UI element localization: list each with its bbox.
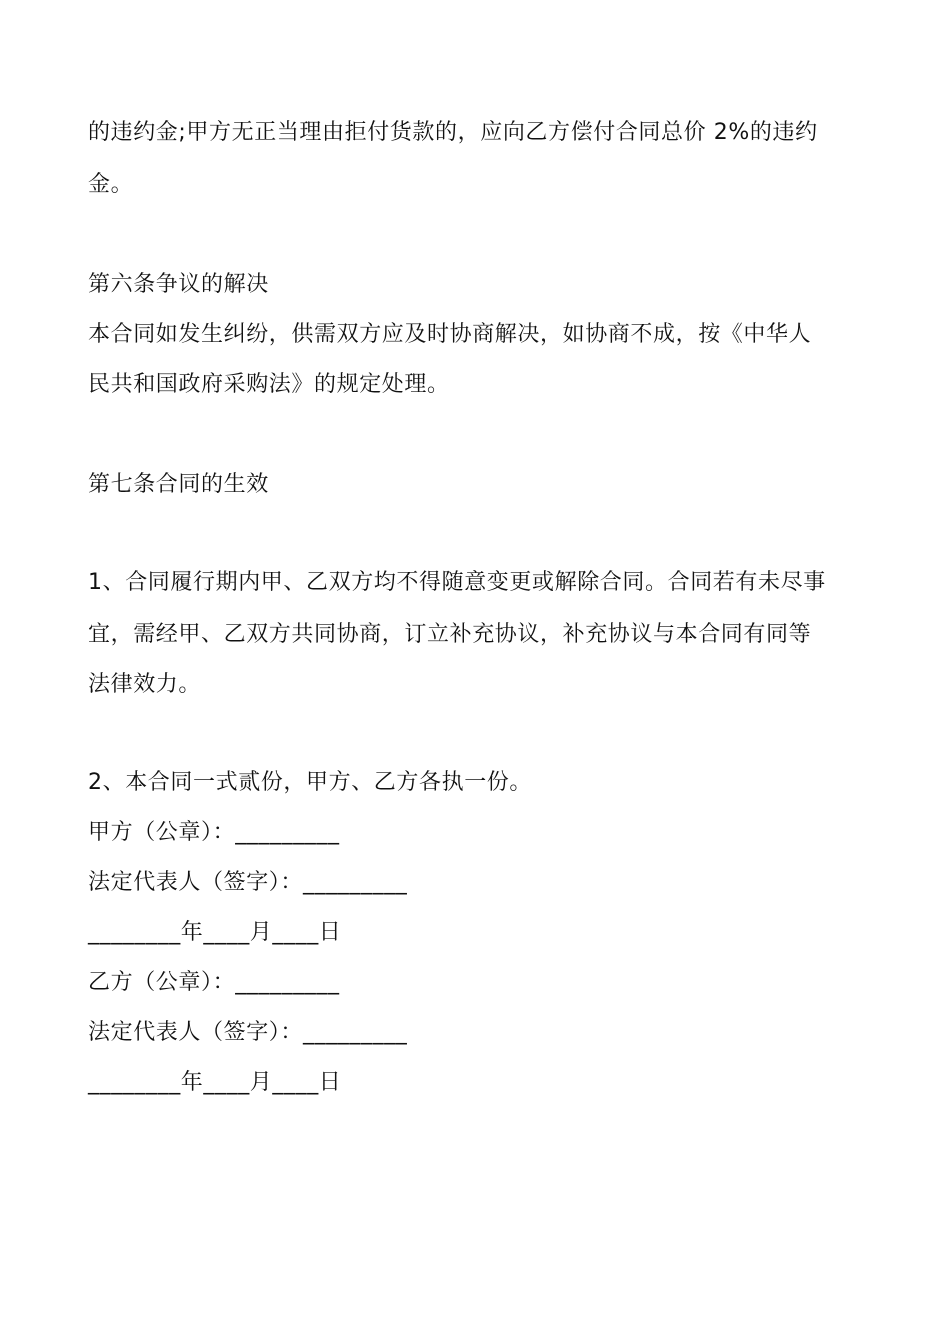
- party-b-date-line: ________年____月____日: [88, 1070, 342, 1095]
- article6-body-line-2: 民共和国政府采购法》的规定处理。: [88, 372, 450, 397]
- article6-body-line-1: 本合同如发生纠纷，供需双方应及时协商解决，如协商不成，按《中华人: [88, 322, 812, 347]
- article6-heading: 第六条争议的解决: [88, 272, 269, 297]
- party-a-date-line: ________年____月____日: [88, 920, 342, 945]
- party-a-seal-line: 甲方（公章）：_________: [88, 820, 340, 845]
- article7-clause2: 2、本合同一式贰份，甲方、乙方各执一份。: [88, 770, 532, 795]
- penalty-line-2: 金。: [88, 172, 134, 197]
- party-a-representative-line: 法定代表人（签字）：_________: [88, 870, 408, 895]
- penalty-line-1: 的违约金;甲方无正当理由拒付货款的，应向乙方偿付合同总价 2%的违约: [88, 120, 818, 145]
- party-b-representative-line: 法定代表人（签字）：_________: [88, 1020, 408, 1045]
- article7-clause1-line-3: 法律效力。: [88, 672, 202, 697]
- party-b-seal-line: 乙方（公章）：_________: [88, 970, 340, 995]
- article7-clause1-line-1: 1、合同履行期内甲、乙双方均不得随意变更或解除合同。合同若有未尽事: [88, 570, 826, 595]
- article7-heading: 第七条合同的生效: [88, 472, 269, 497]
- article7-clause1-line-2: 宜，需经甲、乙双方共同协商，订立补充协议，补充协议与本合同有同等: [88, 622, 812, 647]
